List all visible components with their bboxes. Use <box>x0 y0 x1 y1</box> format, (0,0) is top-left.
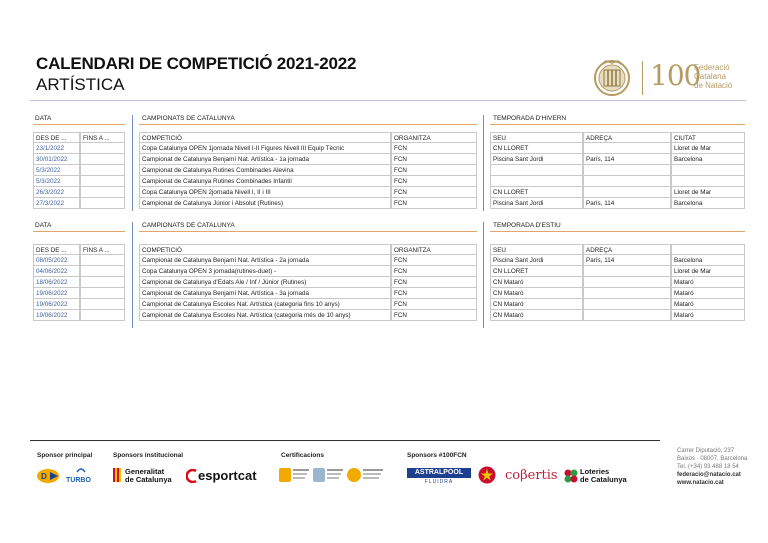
cell-organitza: FCN <box>391 299 477 310</box>
cell-seu: CN LLORET <box>490 143 583 154</box>
table-row[interactable] <box>33 198 745 209</box>
estrella-logo[interactable] <box>478 466 498 486</box>
cell-des-de: 27/3/2022 <box>33 198 80 209</box>
section-label-temporada: TEMPORADA D'HIVERN <box>493 115 567 122</box>
cell-des-de: 23/1/2022 <box>33 143 80 154</box>
web-link[interactable]: www.natacio.cat <box>677 480 724 486</box>
section-label-temporada: TEMPORADA D'ESTIU <box>493 222 561 229</box>
certificacions-label: Certificacions <box>281 452 324 459</box>
winter-season-table <box>33 115 745 215</box>
cell-ciutat: Mataró <box>671 299 745 310</box>
header-des-de[interactable]: DES DE ... <box>33 244 80 255</box>
cell-seu <box>490 176 583 187</box>
cell-des-de: 19/06/2022 <box>33 299 80 310</box>
cell-ciutat: Lloret de Mar <box>671 143 745 154</box>
cell-des-de: 18/06/2022 <box>33 277 80 288</box>
cell-ciutat <box>671 176 745 187</box>
cell-des-de: 04/06/2022 <box>33 266 80 277</box>
generalitat-logo[interactable]: Generalitat de Catalunya <box>113 466 183 486</box>
orange-divider <box>490 231 745 232</box>
cell-organitza: FCN <box>391 255 477 266</box>
clover-icon <box>564 469 578 483</box>
header-divider <box>30 100 746 101</box>
table-header-row <box>33 244 745 255</box>
email-link[interactable]: federacio@natacio.cat <box>677 472 741 478</box>
cell-des-de: 5/3/2022 <box>33 176 80 187</box>
table-row[interactable] <box>33 299 745 310</box>
cell-adreca: París, 114 <box>583 255 671 266</box>
cell-organitza: FCN <box>391 198 477 209</box>
cell-ciutat: Barcelona <box>671 198 745 209</box>
cell-competicio: Campionat de Catalunya Rutines Combinades Alevina <box>139 165 391 176</box>
cell-adreca <box>583 299 671 310</box>
cell-des-de: 19/06/2022 <box>33 310 80 321</box>
cell-fins-a <box>80 288 125 299</box>
cell-organitza: FCN <box>391 310 477 321</box>
cell-ciutat: Mataró <box>671 288 745 299</box>
sponsor-principal-logo[interactable] <box>36 466 64 486</box>
certification-logo-2[interactable] <box>313 466 343 486</box>
table-row[interactable] <box>33 187 745 198</box>
cell-ciutat: Lloret de Mar <box>671 266 745 277</box>
seal-icon <box>347 468 361 482</box>
cell-seu: CN LLORET <box>490 187 583 198</box>
cell-fins-a <box>80 266 125 277</box>
header-seu[interactable]: SEU <box>490 132 583 143</box>
cell-fins-a <box>80 277 125 288</box>
cell-competicio: Campionat de Catalunya Benjamí Nat. Artística - 3a jornada <box>139 288 391 299</box>
table-row[interactable] <box>33 288 745 299</box>
logo-wordmark: Federació Catalana de Natació <box>694 63 733 90</box>
cell-fins-a <box>80 198 125 209</box>
orange-divider <box>490 124 745 125</box>
header-ciutat[interactable]: CIUTAT <box>671 132 745 143</box>
cell-des-de: 5/3/2022 <box>33 165 80 176</box>
cell-adreca <box>583 176 671 187</box>
cell-competicio: Campionat de Catalunya Júnior i Absolut (Rutines) <box>139 198 391 209</box>
senyera-icon <box>113 468 121 482</box>
cell-des-de: 30/01/2022 <box>33 154 80 165</box>
cell-adreca <box>583 266 671 277</box>
cell-competicio: Campionat de Catalunya Escoles Nat. Artística (categoria més de 10 anys) <box>139 310 391 321</box>
turbo-logo[interactable]: TURBO <box>66 466 100 486</box>
cell-ciutat: Barcelona <box>671 154 745 165</box>
header-competicio[interactable]: COMPETICIÓ <box>139 132 391 143</box>
orange-divider <box>33 124 125 125</box>
sponsor-mark-icon <box>36 466 62 486</box>
cell-fins-a <box>80 143 125 154</box>
cell-organitza: FCN <box>391 288 477 299</box>
cell-seu: Piscina Sant Jordi <box>490 198 583 209</box>
cell-fins-a <box>80 187 125 198</box>
cell-competicio: Campionat de Catalunya Benjamí Nat. Artística - 1a jornada <box>139 154 391 165</box>
orange-divider <box>139 231 477 232</box>
cell-ciutat: Mataró <box>671 310 745 321</box>
section-label-campionats: CAMPIONATS DE CATALUNYA <box>142 222 235 229</box>
cell-competicio: Copa Catalunya OPEN 3 jornada(rutines-duet) - <box>139 266 391 277</box>
header-organitza[interactable]: ORGANITZA <box>391 132 477 143</box>
header-des-de[interactable]: DES DE ... <box>33 132 80 143</box>
cell-ciutat <box>671 165 745 176</box>
cell-organitza: FCN <box>391 277 477 288</box>
cell-des-de: 19/06/2022 <box>33 288 80 299</box>
federation-logo[interactable] <box>592 58 742 100</box>
certificate-icon <box>313 468 325 482</box>
cell-competicio: Campionat de Catalunya d'Edats Ale / Inf / Júnior (Rutines) <box>139 277 391 288</box>
section-label-campionats: CAMPIONATS DE CATALUNYA <box>142 115 235 122</box>
cell-adreca: París, 114 <box>583 154 671 165</box>
header-adreca[interactable]: ADREÇA <box>583 132 671 143</box>
header-fins-a[interactable]: FINS A ... <box>80 244 125 255</box>
certification-logo-3[interactable] <box>347 466 385 486</box>
table-row[interactable] <box>33 266 745 277</box>
cell-seu: CN Mataró <box>490 299 583 310</box>
cell-adreca: París, 114 <box>583 198 671 209</box>
certificate-icon <box>279 468 291 482</box>
cell-competicio: Campionat de Catalunya Benjamí Nat. Artística - 2a jornada <box>139 255 391 266</box>
cell-organitza: FCN <box>391 266 477 277</box>
cell-fins-a <box>80 299 125 310</box>
table-row[interactable] <box>33 310 745 321</box>
svg-text:D: D <box>41 472 47 481</box>
section-label-data: DATA <box>35 115 52 122</box>
crest-icon <box>592 58 632 98</box>
cell-adreca <box>583 288 671 299</box>
esportcat-logo[interactable]: esportcat <box>186 466 262 486</box>
logo-divider <box>642 61 643 95</box>
section-label-data: DATA <box>35 222 52 229</box>
header-adreca[interactable]: ADREÇA <box>583 244 671 255</box>
sponsors-fcn-label: Sponsors #100FCN <box>407 452 467 459</box>
table-row[interactable] <box>33 165 745 176</box>
table-row[interactable] <box>33 255 745 266</box>
badge-icon <box>478 466 496 484</box>
cell-organitza: FCN <box>391 187 477 198</box>
logo-number: 100 <box>650 59 701 92</box>
cell-fins-a <box>80 165 125 176</box>
cell-competicio: Campionat de Catalunya Escoles Nat. Artística (categoria fins 10 anys) <box>139 299 391 310</box>
footer-divider <box>30 440 660 441</box>
cell-adreca <box>583 143 671 154</box>
cell-competicio: Copa Catalunya OPEN 1jornada Nivell I-II Figures Nivell III Equip Tècnic <box>139 143 391 154</box>
orange-divider <box>33 231 125 232</box>
sponsor-institucional-label: Sponsors institucional <box>113 452 184 459</box>
cell-seu: CN Mataró <box>490 288 583 299</box>
orange-divider <box>139 124 477 125</box>
header-competicio[interactable]: COMPETICIÓ <box>139 244 391 255</box>
page-title: CALENDARI DE COMPETICIÓ 2021-2022 <box>36 54 357 73</box>
cell-fins-a <box>80 176 125 187</box>
cell-seu: CN LLORET <box>490 266 583 277</box>
cell-seu: Piscina Sant Jordi <box>490 255 583 266</box>
cell-seu: CN Mataró <box>490 277 583 288</box>
cell-organitza: FCN <box>391 176 477 187</box>
cell-ciutat: Mataró <box>671 277 745 288</box>
header-ciutat[interactable] <box>671 244 745 255</box>
contact-block: Carrer Diputació, 237 Baixos · 08007, Barcelona Tel. (+34) 93 488 18 54 federacio@natacio.cat www.natacio.cat <box>677 448 748 486</box>
cell-des-de: 08/05/2022 <box>33 255 80 266</box>
header-seu[interactable]: SEU <box>490 244 583 255</box>
cell-seu: Piscina Sant Jordi <box>490 154 583 165</box>
esportcat-mark-icon <box>186 469 198 483</box>
cell-organitza: FCN <box>391 154 477 165</box>
table-row[interactable] <box>33 176 745 187</box>
astralpool-logo[interactable]: ASTRALPOOL FLUIDRA <box>407 466 471 486</box>
summer-season-table <box>33 222 745 332</box>
table-header-row <box>33 132 745 143</box>
cell-ciutat: Lloret de Mar <box>671 187 745 198</box>
cobertis-logo[interactable]: coβertis <box>505 468 558 483</box>
table-row[interactable] <box>33 143 745 154</box>
cell-organitza: FCN <box>391 143 477 154</box>
cell-des-de: 26/3/2022 <box>33 187 80 198</box>
cell-organitza: FCN <box>391 165 477 176</box>
cell-seu <box>490 165 583 176</box>
cell-adreca <box>583 165 671 176</box>
cell-fins-a <box>80 310 125 321</box>
table-row[interactable] <box>33 154 745 165</box>
cell-fins-a <box>80 255 125 266</box>
cell-ciutat: Barcelona <box>671 255 745 266</box>
page-subtitle: ARTÍSTICA <box>36 75 125 94</box>
sponsor-principal-label: Sponsor principal <box>37 452 93 459</box>
cell-competicio: Campionat de Catalunya Rutines Combinades Infantil <box>139 176 391 187</box>
header-organitza[interactable]: ORGANITZA <box>391 244 477 255</box>
cell-adreca <box>583 310 671 321</box>
cell-fins-a <box>80 154 125 165</box>
cell-competicio: Copa Catalunya OPEN 2jornada Nivell I, II i III <box>139 187 391 198</box>
header-fins-a[interactable]: FINS A ... <box>80 132 125 143</box>
cell-adreca <box>583 187 671 198</box>
table-row[interactable] <box>33 277 745 288</box>
cell-adreca <box>583 277 671 288</box>
certification-logo-1[interactable] <box>279 466 309 486</box>
cell-seu: CN Mataró <box>490 310 583 321</box>
loteries-logo[interactable]: Loteries de Catalunya <box>564 466 628 486</box>
